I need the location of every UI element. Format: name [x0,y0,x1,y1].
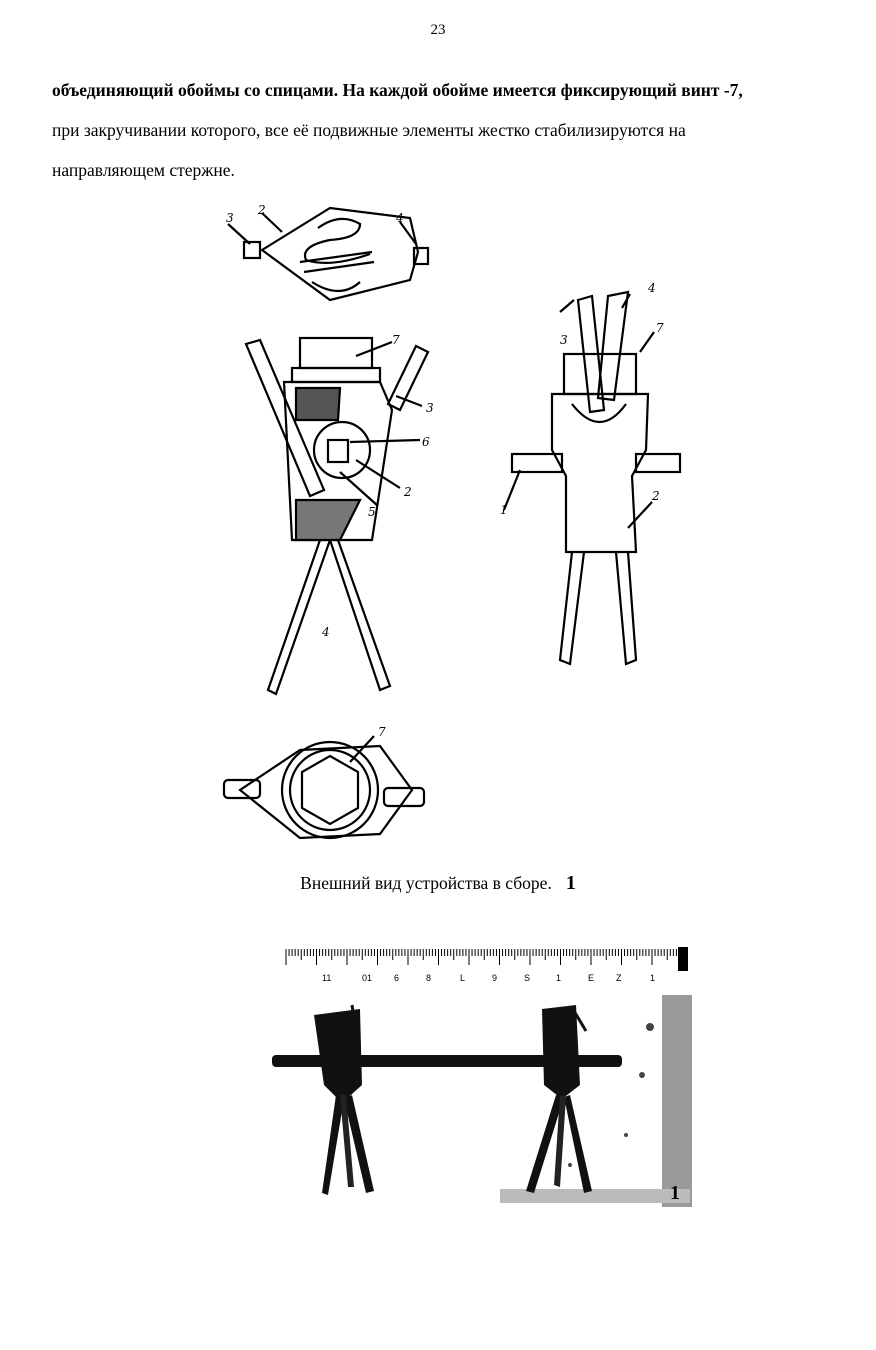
bottom-view-ring [224,736,424,838]
caption-text: Внешний вид устройства в сборе. [300,873,552,893]
label-top-2: 2 [258,203,266,217]
paragraph-line: объединяющий обоймы со спицами. На каждой обойме имеется фиксирующий винт -7, [52,80,743,100]
photo-corner-number: 1 [670,1182,680,1204]
ruler-number: S [524,973,531,983]
ruler-number: 6 [394,973,400,983]
label-top-3: 3 [226,211,234,225]
body-paragraph [52,70,842,190]
label-top-4: 4 [396,211,404,225]
label-bottom-7: 7 [378,725,386,739]
ruler-number: 9 [492,973,498,983]
label-right-1: 1 [500,503,508,517]
label-right-3: 3 [560,333,568,347]
drawing-labels [226,203,664,739]
ruler-number: E [588,973,595,983]
label-right-2: 2 [652,489,660,503]
label-right-7: 7 [656,321,664,335]
label-mid-5: 5 [368,505,376,519]
ruler-number: 1 [556,973,562,983]
label-mid-2: 2 [404,485,412,499]
figure-caption [0,872,876,895]
label-mid-3: 3 [426,401,434,415]
caption-number: 1 [565,872,576,894]
front-view [504,292,680,664]
device-photo [270,935,692,1207]
section-view [246,338,428,694]
label-mid-6: 6 [422,435,430,449]
ruler-number: 11 [322,973,332,983]
label-right-4: 4 [648,281,656,295]
ruler-number: Z [616,973,622,983]
paragraph-line: при закручивании которого, все её подвижные элементы жестко стабилизируются на [52,120,686,140]
ruler-number: 8 [426,973,432,983]
page-number: 23 [430,22,446,38]
label-mid-7: 7 [392,333,400,347]
ruler-number: 1 [650,973,656,983]
device-technical-drawing [0,190,876,860]
ruler-number: 01 [362,973,373,983]
paragraph-line: направляющем стержне. [52,160,235,180]
label-mid-4: 4 [322,625,330,639]
ruler-number: L [460,973,466,983]
